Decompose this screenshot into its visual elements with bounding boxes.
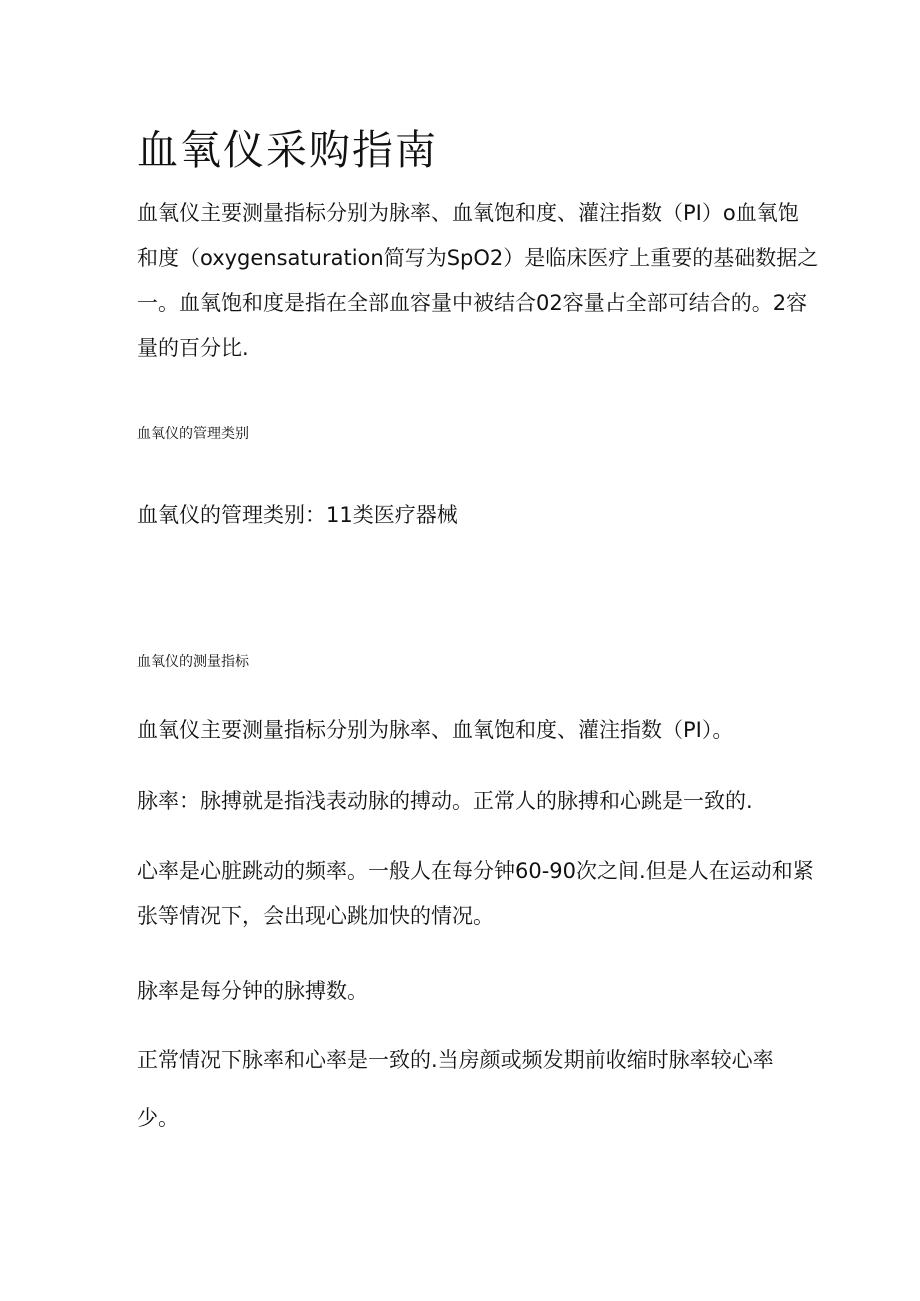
heart-rate-paragraph [137,849,814,939]
measurement-indicators-paragraph: 血氧仪主要测量指标分别为脉率、血氧饱和度、灌注指数（PI）。 [137,718,734,742]
intro-paragraph [137,191,818,371]
comparison-line: 正常情况下脉率和心率是一致的.当房颜或频发期前收缩时脉率较心率 [137,1048,774,1072]
comparison-line: 少。 [137,1106,179,1130]
pulse-heart-comparison-paragraph [137,1038,774,1141]
management-category-text: 血氧仪的管理类别：11类医疗器械 [137,503,458,527]
section-heading-measurement-indicators: 血氧仪的测量指标 [137,654,249,670]
page-title: 血氧仪采购指南 [137,126,438,174]
pulse-rate-definition: 脉率是每分钟的脉搏数。 [137,979,368,1003]
heart-rate-line: 张等情况下，会出现心跳加快的情况。 [137,904,494,928]
intro-line: 一。血氧饱和度是指在全部血容量中被结合02容量占全部可结合的。2容 [137,291,808,315]
pulse-rate-paragraph: 脉率：脉搏就是指浅表动脉的搏动。正常人的脉搏和心跳是一致的. [137,789,753,813]
intro-line: 血氧仪主要测量指标分别为脉率、血氧饱和度、灌注指数（PI）o血氧饱 [137,201,799,225]
intro-line: 量的百分比. [137,336,249,360]
heart-rate-line: 心率是心脏跳动的频率。一般人在每分钟60-90次之间.但是人在运动和紧 [137,859,814,883]
intro-line: 和度（oxygensaturation简写为SpO2）是临床医疗上重要的基础数据之 [137,246,819,270]
section-heading-management-category: 血氧仪的管理类别 [137,426,249,442]
